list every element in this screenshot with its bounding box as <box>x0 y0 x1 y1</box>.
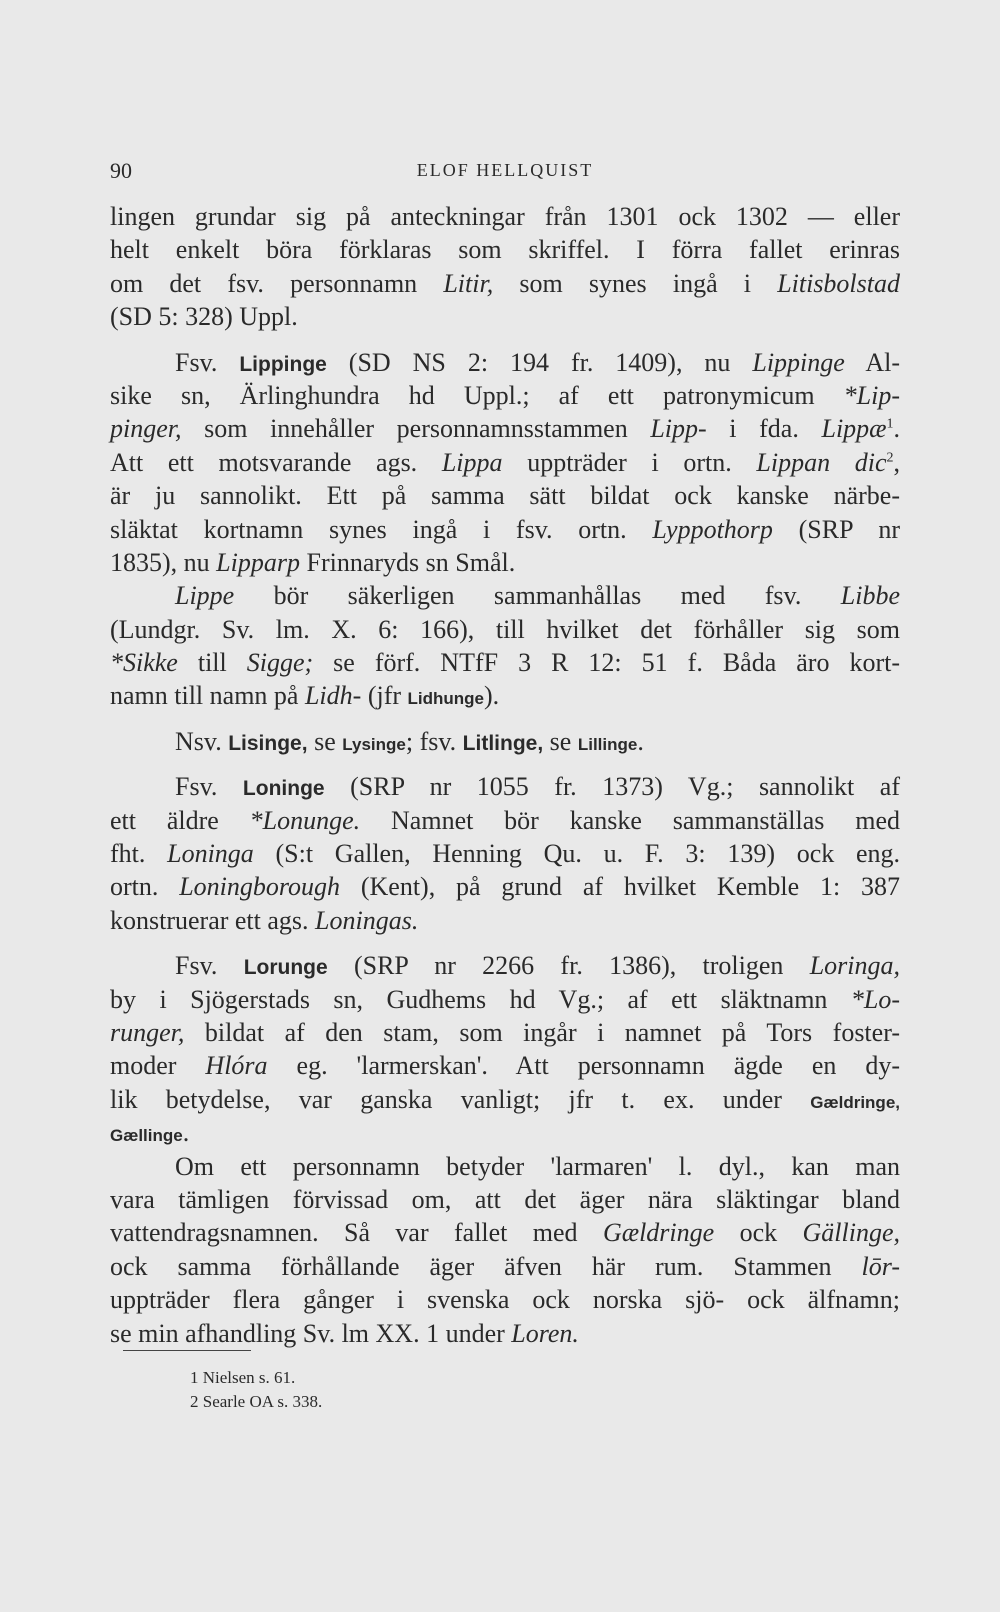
text-line: uppträder flera gånger i svenska ock norska sjö- ock älfnamn; <box>110 1285 900 1315</box>
footnote-2: 2 Searle OA s. 338. <box>190 1392 323 1411</box>
text-line: pinger, som innehåller personnamnsstammen Lipp- i fda. Lippæ$^1$. <box>110 414 901 444</box>
text-line: by i Sjögerstads sn, Gudhems hd Vg.; af ett släktnamn *Lo- <box>110 984 900 1014</box>
text-line: Om ett personnamn betyder 'larmaren' l. dyl., kan man <box>175 1151 900 1181</box>
text-line: Gællinge. <box>110 1118 190 1148</box>
text-line: lingen grundar sig på anteckningar från 1301 ock 1302 — eller <box>110 202 900 231</box>
footnote-ref: 2 <box>886 450 894 466</box>
entry-loninge <box>110 770 900 937</box>
text-line: namn till namn på Lidh- (jfr Lidhunge). <box>110 681 500 711</box>
cross-reference: Gællinge <box>110 1126 183 1146</box>
text-line: (Lundgr. Sv. lm. X. 6: 166), till hvilket det förhåller sig som <box>110 614 900 644</box>
text-line: ock samma förhållande äger äfven här rum. Stammen lōr- <box>110 1251 900 1281</box>
text-line: 1835), nu Lipparp Frinnaryds sn Smål. <box>110 547 516 577</box>
footnote-divider <box>123 1350 251 1351</box>
text-line: moder Hlóra eg. 'larmerskan'. Att personnamn ägde en dy- <box>110 1051 901 1081</box>
paragraph <box>110 579 900 713</box>
text-line: se min afhandling Sv. lm XX. 1 under Loren. <box>110 1318 579 1348</box>
entry-lorunge <box>110 949 900 1149</box>
text-line: runger, bildat af den stam, som ingår i namnet på Tors foster- <box>110 1017 900 1047</box>
text-line: sike sn, Ärlinghundra hd Uppl.; af ett patronymicum *Lip- <box>110 380 900 410</box>
text-line: Fsv. Lippinge (SD NS 2: 194 fr. 1409), nu Lippinge Al- <box>175 347 900 377</box>
text-line: vara tämligen förvissad om, att det äger nära släktingar bland <box>110 1184 900 1214</box>
text-line: Lippe bör säkerligen sammanhållas med fsv. Libbe <box>175 581 900 611</box>
footnote-ref: 1 <box>886 416 894 432</box>
cross-reference: Gældringe, <box>810 1092 900 1112</box>
page-header <box>110 158 900 188</box>
text-line: fht. Loninga (S:t Gallen, Henning Qu. u. F. 3: 139) ock eng. <box>110 839 900 869</box>
entry-lippinge <box>110 346 900 580</box>
text-line: konstruerar ett ags. Loningas. <box>110 905 419 935</box>
cross-reference: Lillinge <box>577 734 638 754</box>
text-line: (SD 5: 328) Uppl. <box>110 302 298 332</box>
headword: Litlinge, <box>462 731 544 755</box>
body-text <box>110 200 900 1350</box>
text-line: lik betydelse, var ganska vanligt; jfr t. ex. under Gældringe, <box>110 1084 900 1114</box>
running-title: ELOF HELLQUIST <box>416 160 594 180</box>
headword: Loninge <box>242 777 325 801</box>
headword: Lorunge <box>243 956 328 980</box>
cross-reference: Lidhunge <box>407 689 484 709</box>
text-line: Att ett motsvarande ags. Lippa uppträder i ortn. Lippan dic$^2$, <box>110 447 900 477</box>
text-line: släktat kortnamn synes ingå i fsv. ortn. Lyppothorp (SRP nr <box>110 514 900 544</box>
text-line: Fsv. Loninge (SRP nr 1055 fr. 1373) Vg.; sannolikt af <box>175 772 900 802</box>
text-line: *Sikke till Sigge; se förf. NTfF 3 R 12: 51 f. Båda äro kort- <box>110 648 900 678</box>
page-number: 90 <box>110 158 132 183</box>
text-line: ett äldre *Lonunge. Namnet bör kanske sammanställas med <box>110 805 901 835</box>
cross-reference: Lysinge <box>342 734 406 754</box>
entry-lisinge <box>110 725 900 758</box>
paragraph <box>110 200 900 334</box>
headword: Lisinge, <box>228 731 308 755</box>
text-line: om det fsv. personnamn Litir, som synes ingå i Litisbolstad <box>110 268 901 298</box>
text-line: Fsv. Lorunge (SRP nr 2266 fr. 1386), troligen Loringa, <box>175 951 901 981</box>
text-line: helt enkelt böra förklaras som skriffel. I förra fallet erinras <box>110 235 900 265</box>
paragraph <box>110 1150 900 1350</box>
text-line: är ju sannolikt. Ett på samma sätt bildat ock kanske närbe- <box>110 481 900 511</box>
text-line: ortn. Loningborough (Kent), på grund af hvilket Kemble 1: 387 <box>110 872 900 902</box>
footnote-1: 1 Nielsen s. 61. <box>190 1368 296 1387</box>
text-line: Nsv. Lisinge, se Lysinge; fsv. Litlinge, se Lillinge. <box>175 726 644 756</box>
headword: Lippinge <box>239 352 327 376</box>
text-line: vattendragsnamnen. Så var fallet med Gældringe ock Gällinge, <box>110 1218 900 1248</box>
